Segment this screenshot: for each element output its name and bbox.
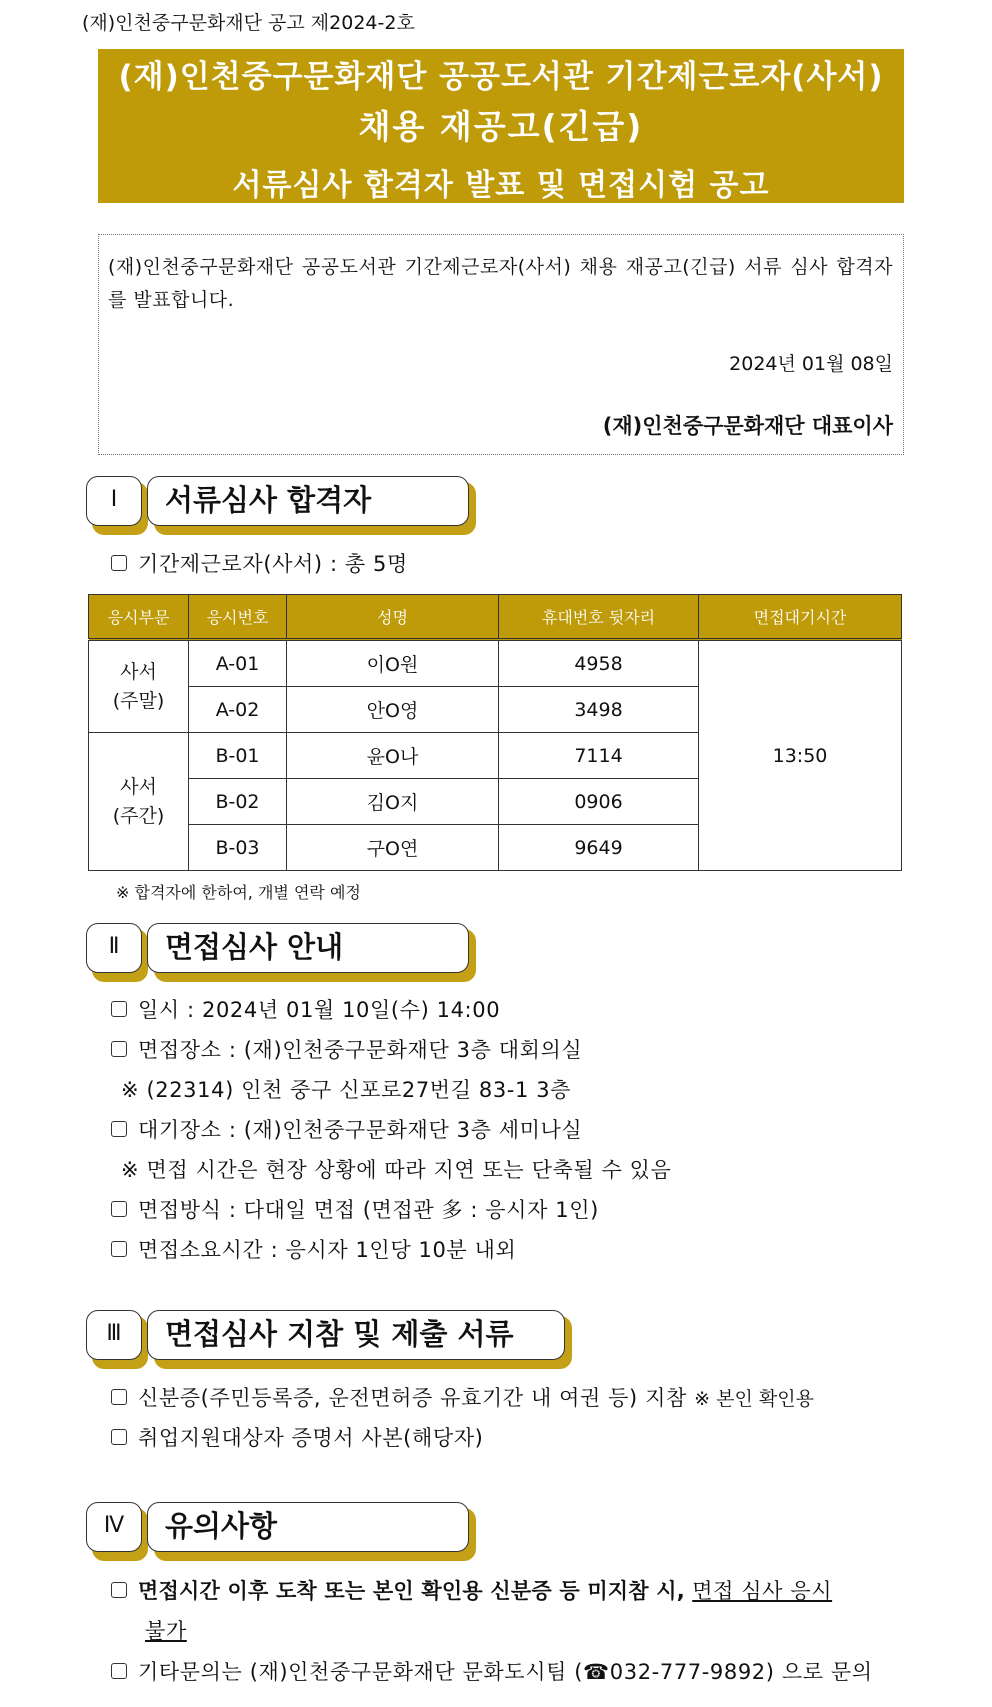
phone-cell: 4958 [499, 640, 699, 687]
exam-no-cell: A-01 [189, 640, 287, 687]
intro-box [98, 234, 904, 455]
interview-duration: 면접소요시간 : 응시자 1인당 10분 내외 [111, 1234, 516, 1264]
name-cell: 안O영 [287, 687, 499, 733]
wait-time-cell: 13:50 [699, 640, 902, 871]
banner-line-3: 서류심사 합격자 발표 및 면접시험 공고 [232, 168, 770, 203]
checkbox-icon [111, 1663, 127, 1679]
ineligible-text: 면접 심사 응시 [692, 1579, 833, 1603]
section-1-title: 서류심사 합격자 [147, 476, 469, 526]
intro-signature: (재)인천중구문화재단 대표이사 [602, 414, 893, 438]
header-division: 응시부문 [89, 595, 189, 640]
required-document-id: 신분증(주민등록증, 운전면허증 유효기간 내 여권 등) 지참 ※ 본인 확인용 [111, 1382, 814, 1412]
group-cell: 사서 (주말) [89, 640, 189, 733]
group-cell: 사서 (주간) [89, 733, 189, 871]
section-2-number: Ⅱ [86, 923, 142, 973]
checkbox-icon [111, 555, 127, 571]
interview-place: 면접장소 : (재)인천중구문화재단 3층 대회의실 [111, 1034, 582, 1064]
caution-line-continuation: 불가 [145, 1619, 187, 1643]
section-3-title: 면접심사 지참 및 제출 서류 [147, 1310, 565, 1360]
phone-cell: 3498 [499, 687, 699, 733]
section-3-number: Ⅲ [86, 1310, 142, 1360]
exam-no-cell: B-01 [189, 733, 287, 779]
checkbox-icon [111, 1001, 127, 1017]
result-table [88, 594, 902, 871]
table-header-row [89, 595, 902, 640]
checkbox-icon [111, 1041, 127, 1057]
checkbox-icon [111, 1429, 127, 1445]
title-banner [98, 49, 904, 203]
header-wait-time: 면접대기시간 [699, 595, 902, 640]
name-cell: 윤O나 [287, 733, 499, 779]
name-cell: 김O지 [287, 779, 499, 825]
phone-cell: 9649 [499, 825, 699, 871]
interview-address: ※ (22314) 인천 중구 신포로27번길 83-1 3층 [121, 1078, 572, 1102]
name-cell: 구O연 [287, 825, 499, 871]
banner-line-1: (재)인천중구문화재단 공공도서관 기간제근로자(사서) [118, 59, 884, 95]
header-name: 성명 [287, 595, 499, 640]
section-2-title: 면접심사 안내 [147, 923, 469, 973]
interview-date: 일시 : 2024년 01월 10일(수) 14:00 [111, 994, 500, 1024]
name-cell: 이O원 [287, 640, 499, 687]
required-document-certificate: 취업지원대상자 증명서 사본(해당자) [111, 1422, 483, 1452]
table-row [89, 640, 902, 687]
contact-info: 기타문의는 (재)인천중구문화재단 문화도시팀 (☎032-777-9892) 으로 문의 [111, 1656, 873, 1686]
checkbox-icon [111, 1121, 127, 1137]
section-1-summary: 기간제근로자(사서) : 총 5명 [111, 548, 408, 578]
intro-text: (재)인천중구문화재단 공공도서관 기간제근로자(사서) 채용 재공고(긴급) 서류 심사 합격자를 발표합니다. [108, 256, 893, 311]
section-4-title: 유의사항 [147, 1502, 469, 1552]
exam-no-cell: A-02 [189, 687, 287, 733]
notice-number: (재)인천중구문화재단 공고 제2024-2호 [82, 12, 415, 34]
section-4-number: Ⅳ [86, 1502, 142, 1552]
exam-no-cell: B-03 [189, 825, 287, 871]
banner-line-2: 채용 재공고(긴급) [358, 107, 644, 146]
intro-date: 2024년 01월 08일 [729, 353, 893, 375]
checkbox-icon [111, 1201, 127, 1217]
interview-method: 면접방식 : 다대일 면접 (면접관 多 : 응시자 1인) [111, 1194, 599, 1224]
id-check-note: ※ 본인 확인용 [694, 1388, 814, 1410]
header-exam-no: 응시번호 [189, 595, 287, 640]
checkbox-icon [111, 1389, 127, 1405]
schedule-note: ※ 면접 시간은 현장 상황에 따라 지연 또는 단축될 수 있음 [121, 1158, 672, 1182]
caution-late-arrival: 면접시간 이후 도착 또는 본인 확인용 신분증 등 미지참 시, 면접 심사 응시 [111, 1575, 832, 1605]
phone-cell: 0906 [499, 779, 699, 825]
exam-no-cell: B-02 [189, 779, 287, 825]
checkbox-icon [111, 1582, 127, 1598]
table-note: ※ 합격자에 한하여, 개별 연락 예정 [116, 883, 361, 902]
checkbox-icon [111, 1241, 127, 1257]
header-phone: 휴대번호 뒷자리 [499, 595, 699, 640]
phone-cell: 7114 [499, 733, 699, 779]
waiting-place: 대기장소 : (재)인천중구문화재단 3층 세미나실 [111, 1114, 582, 1144]
section-1-number: Ⅰ [86, 476, 142, 526]
